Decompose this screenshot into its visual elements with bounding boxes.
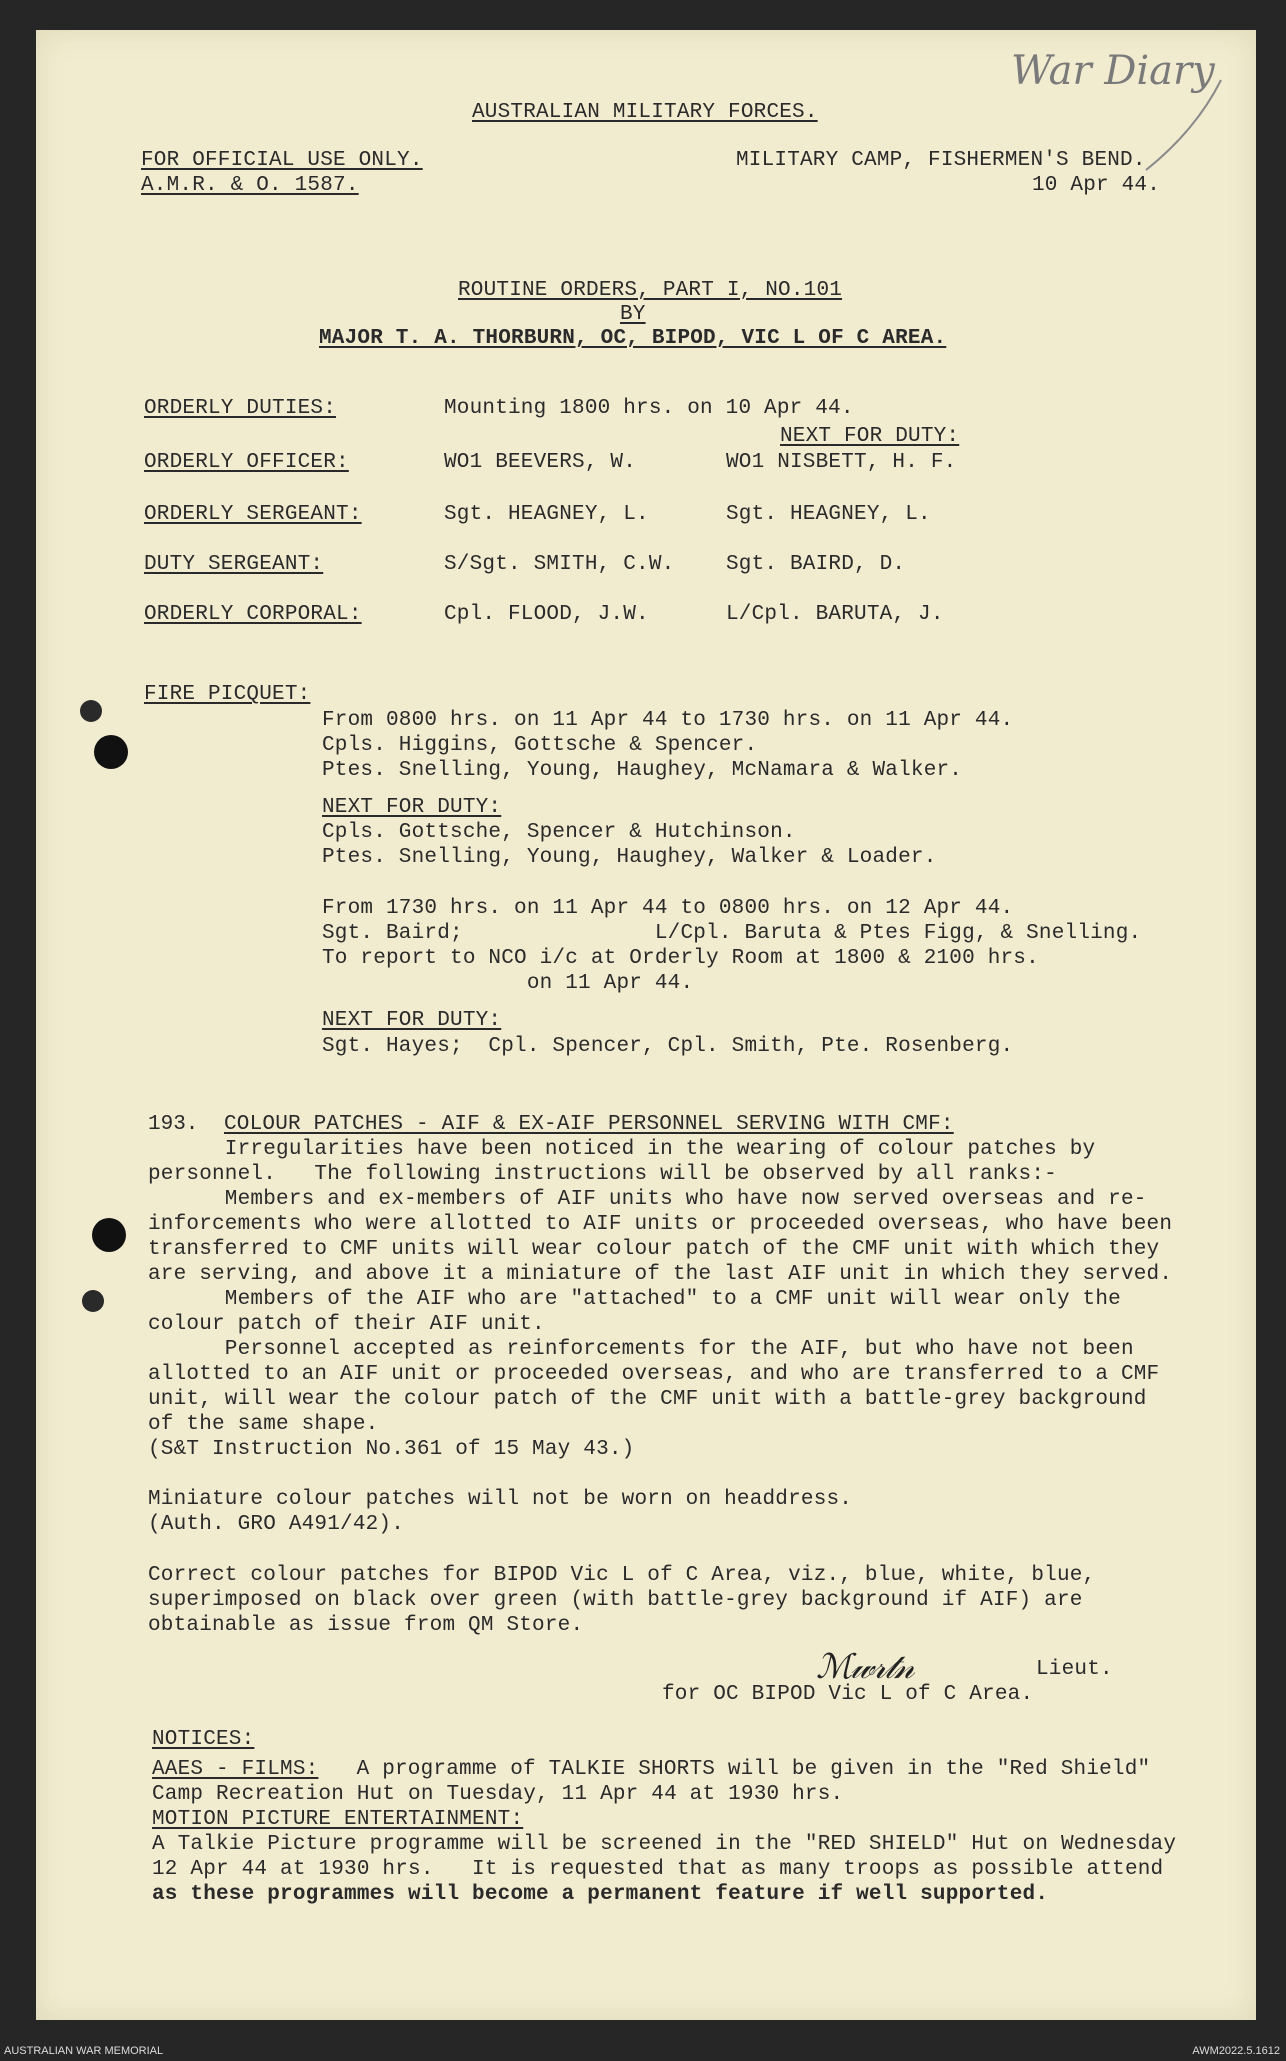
fire-picquet-label: FIRE PICQUET: <box>144 683 311 706</box>
fire-picquet-next-line: Ptes. Snelling, Young, Haughey, Walker & Loader. <box>322 846 937 869</box>
orders-by: BY <box>620 303 646 326</box>
duty-current: S/Sgt. SMITH, C.W. <box>444 553 675 576</box>
order-line: (Auth. GRO A491/42). <box>148 1513 405 1536</box>
order-heading: COLOUR PATCHES - AIF & EX-AIF PERSONNEL SERVING WITH CMF: <box>224 1113 954 1136</box>
duty-role: DUTY SERGEANT: <box>144 553 324 576</box>
order-line: are serving, and above it a miniature of the last AIF unit in which they served. <box>148 1263 1173 1286</box>
duty-next: Sgt. HEAGNEY, L. <box>726 503 931 526</box>
order-line: Irregularities have been noticed in the wearing of colour patches by <box>148 1138 1096 1161</box>
aaes-films-text: A programme of TALKIE SHORTS will be given in the "Red Shield" <box>331 1758 1151 1781</box>
duty-current: Cpl. FLOOD, J.W. <box>444 603 649 626</box>
notices-label: NOTICES: <box>152 1728 255 1751</box>
order-line: of the same shape. <box>148 1413 379 1436</box>
fire-picquet-night-line: From 1730 hrs. on 11 Apr 44 to 0800 hrs. on 12 Apr 44. <box>322 897 1014 920</box>
orderly-duties-label: ORDERLY DUTIES: <box>144 397 337 420</box>
fire-picquet-next-label-2: NEXT FOR DUTY: <box>322 1009 502 1032</box>
fire-picquet-night-line: Sgt. Baird; L/Cpl. Baruta & Ptes Figg, & Snelling. <box>322 922 1142 945</box>
motion-picture-label: MOTION PICTURE ENTERTAINMENT: <box>152 1808 524 1831</box>
duty-next: Sgt. BAIRD, D. <box>726 553 906 576</box>
order-line: Correct colour patches for BIPOD Vic L of C Area, viz., blue, white, blue, <box>148 1564 1096 1587</box>
fire-picquet-next-line-2: Sgt. Hayes; Cpl. Spencer, Cpl. Smith, Pte. Rosenberg. <box>322 1035 1014 1058</box>
punch-hole <box>82 1290 104 1312</box>
order-line: Miniature colour patches will not be worn on headdress. <box>148 1488 853 1511</box>
order-line: Personnel accepted as reinforcements for the AIF, but who have not been <box>148 1338 1134 1361</box>
order-line: colour patch of their AIF unit. <box>148 1313 545 1336</box>
punch-hole <box>92 1218 126 1252</box>
duty-next: WO1 NISBETT, H. F. <box>726 451 957 474</box>
document-page <box>36 30 1256 2020</box>
order-line: Members and ex-members of AIF units who have now served overseas and re- <box>148 1188 1147 1211</box>
order-line: unit, will wear the colour patch of the CMF unit with a battle-grey background <box>148 1388 1147 1411</box>
signatory-for: for OC BIPOD Vic L of C Area. <box>662 1683 1034 1706</box>
footer-right: AWM2022.5.1612 <box>1192 2045 1280 2057</box>
motion-picture-line-bold: as these programmes will become a permanent feature if well supported. <box>152 1883 1049 1906</box>
duty-current: WO1 BEEVERS, W. <box>444 451 637 474</box>
fire-picquet-next-line: Cpls. Gottsche, Spencer & Hutchinson. <box>322 821 796 844</box>
duty-next: L/Cpl. BARUTA, J. <box>726 603 944 626</box>
footer-left: AUSTRALIAN WAR MEMORIAL <box>4 2045 164 2057</box>
fire-picquet-line: From 0800 hrs. on 11 Apr 44 to 1730 hrs. on 11 Apr 44. <box>322 709 1014 732</box>
order-line: transferred to CMF units will wear colour patch of the CMF unit with which they <box>148 1238 1160 1261</box>
fire-picquet-line: Cpls. Higgins, Gottsche & Spencer. <box>322 734 758 757</box>
order-line: allotted to an AIF unit or proceeded overseas, and who are transferred to a CMF <box>148 1363 1160 1386</box>
orders-issuer: MAJOR T. A. THORBURN, OC, BIPOD, VIC L OF C AREA. <box>319 327 947 350</box>
amr-reference: A.M.R. & O. 1587. <box>141 174 359 197</box>
document-date: 10 Apr 44. <box>1032 174 1161 197</box>
official-use-label: FOR OFFICIAL USE ONLY. <box>141 149 423 172</box>
duty-current: Sgt. HEAGNEY, L. <box>444 503 649 526</box>
order-line: superimposed on black over green (with battle-grey background if AIF) are <box>148 1589 1083 1612</box>
order-line: (S&T Instruction No.361 of 15 May 43.) <box>148 1438 635 1461</box>
fire-picquet-line: Ptes. Snelling, Young, Haughey, McNamara & Walker. <box>322 759 963 782</box>
signatory-rank: Lieut. <box>1036 1658 1113 1681</box>
handwritten-annotation: War Diary <box>1011 48 1215 94</box>
mounting-time: Mounting 1800 hrs. on 10 Apr 44. <box>444 397 854 420</box>
order-number: 193. <box>148 1113 199 1136</box>
aaes-films-text: Camp Recreation Hut on Tuesday, 11 Apr 44 at 1930 hrs. <box>152 1783 844 1806</box>
header-title: AUSTRALIAN MILITARY FORCES. <box>472 101 818 124</box>
fire-picquet-next-label: NEXT FOR DUTY: <box>322 796 502 819</box>
duty-role: ORDERLY CORPORAL: <box>144 603 362 626</box>
duty-role: ORDERLY OFFICER: <box>144 451 349 474</box>
order-line: obtainable as issue from QM Store. <box>148 1614 584 1637</box>
order-line: Members of the AIF who are "attached" to a CMF unit will wear only the <box>148 1288 1121 1311</box>
duty-role: ORDERLY SERGEANT: <box>144 503 362 526</box>
fire-picquet-night-line: To report to NCO i/c at Orderly Room at 1800 & 2100 hrs. <box>322 947 1039 970</box>
motion-picture-line: 12 Apr 44 at 1930 hrs. It is requested that as many troops as possible attend <box>152 1858 1164 1881</box>
order-line: inforcements who were allotted to AIF units or proceeded overseas, who have been <box>148 1213 1173 1236</box>
fire-picquet-night-line: on 11 Apr 44. <box>322 972 694 995</box>
orders-title: ROUTINE ORDERS, PART I, NO.101 <box>458 279 843 302</box>
punch-hole <box>80 700 102 722</box>
punch-hole <box>94 735 128 769</box>
location: MILITARY CAMP, FISHERMEN'S BEND. <box>736 149 1146 172</box>
motion-picture-line: A Talkie Picture programme will be screened in the "RED SHIELD" Hut on Wednesday <box>152 1833 1177 1856</box>
handwritten-signature: ℳ𝓌𝓇𝓉𝓃 <box>816 1647 913 1687</box>
next-for-duty-header: NEXT FOR DUTY: <box>780 425 960 448</box>
order-line: personnel. The following instructions will be observed by all ranks:- <box>148 1163 1057 1186</box>
aaes-films-label: AAES - FILMS: <box>152 1758 319 1781</box>
